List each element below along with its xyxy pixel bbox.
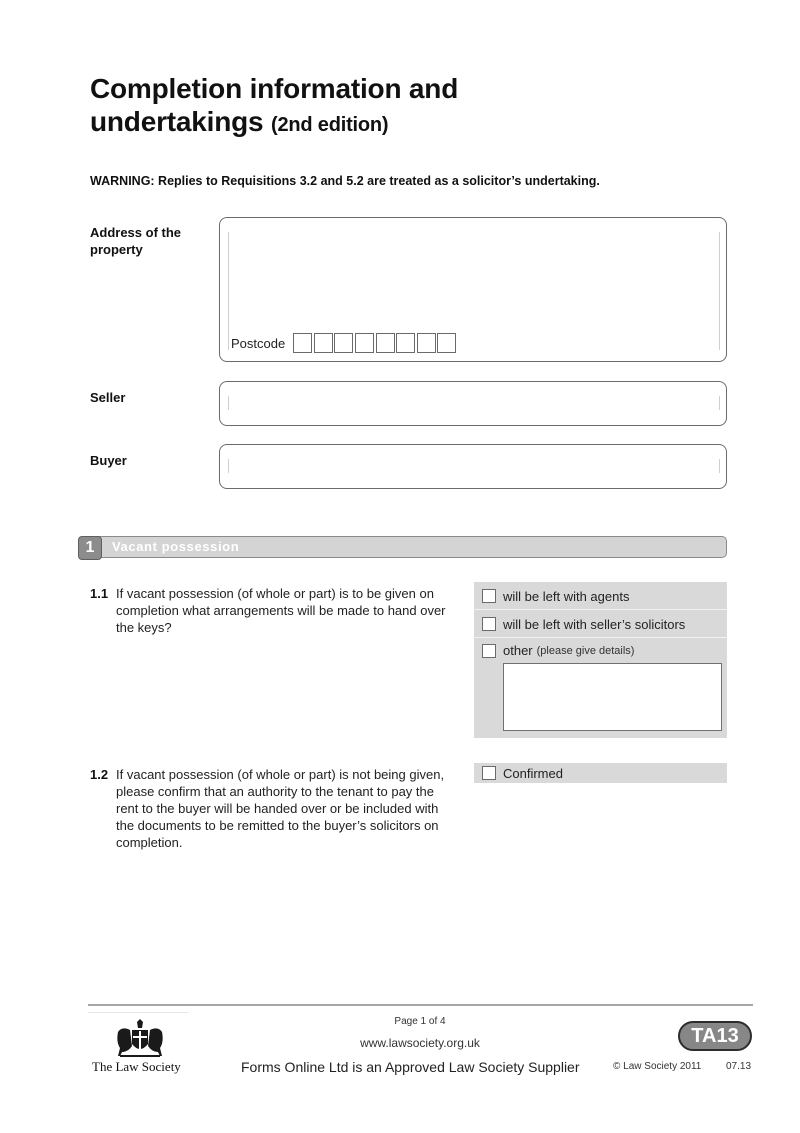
form-code-badge: TA13 [678,1021,752,1051]
buyer-field-inner-edge [228,459,229,473]
logo-divider [88,1012,188,1013]
website-link[interactable]: www.lawsociety.org.uk [360,1036,480,1050]
page-number: Page 1 of 4 [394,1016,446,1027]
supplier-notice: Forms Online Ltd is an Approved Law Society Supplier [241,1059,580,1075]
option-confirmed[interactable] [474,763,727,783]
section-title: Vacant possession [112,539,240,554]
seller-field-inner-edge [719,396,720,410]
postcode-char-1[interactable] [293,333,312,353]
option-label: Confirmed [503,765,563,781]
address-field[interactable] [219,217,727,362]
form-version: 07.13 [726,1061,752,1072]
postcode-char-6[interactable] [396,333,415,353]
option-left-with-agents[interactable] [474,583,727,610]
answer-panel-1-1 [474,582,727,738]
page-title [90,72,458,142]
seller-field[interactable] [219,381,727,426]
seller-label: Seller [90,390,126,405]
postcode-label: Postcode [231,335,286,351]
postcode-char-7[interactable] [417,333,436,353]
address-field-inner-edge [719,232,720,350]
option-label: other [503,643,533,658]
buyer-field-inner-edge [719,459,720,473]
address-label-line-2: property [90,242,143,257]
law-society-logo-text: The Law Society [92,1059,181,1074]
copyright: © Law Society 2011 [613,1061,702,1072]
buyer-field[interactable] [219,444,727,489]
option-label: will be left with agents [503,588,630,604]
option-hint: (please give details) [536,644,635,657]
postcode-row [231,333,458,353]
postcode-char-4[interactable] [355,333,374,353]
seller-field-inner-edge [228,396,229,410]
postcode-char-2[interactable] [314,333,333,353]
option-left-with-sellers-solicitors[interactable] [474,611,727,638]
question-text: If vacant possession (of whole or part) is to be given on completion what arrangements will be made to hand over the keys? [116,586,446,635]
other-details-input[interactable] [503,663,722,731]
address-label-line-1: Address of the [90,225,182,240]
address-label [90,224,210,258]
question-1-2 [90,766,450,851]
section-number: 1 [78,536,102,560]
section-header-vacant-possession [78,536,727,558]
footer-divider [88,1004,753,1006]
postcode-char-5[interactable] [376,333,395,353]
address-field-inner-edge [228,232,229,350]
question-text: If vacant possession (of whole or part) is not being given, please confirm that an authority to the tenant to pay the rent to the buyer will be handed over or be included with the documents to be remitted to the buyer’s solicitors on completion. [116,767,445,850]
question-number: 1.1 [90,586,109,601]
question-1-1 [90,585,450,636]
checkbox[interactable] [482,617,496,631]
checkbox[interactable] [482,589,496,603]
title-line-1: Completion information and [90,73,459,104]
option-other[interactable] [474,637,727,664]
postcode-char-3[interactable] [334,333,353,353]
option-label: will be left with seller’s solicitors [503,616,686,632]
title-line-2 [90,105,458,142]
warning-notice: WARNING: Replies to Requisitions 3.2 and 5.2 are treated as a solicitor’s undertaking. [90,174,600,188]
postcode-char-8[interactable] [437,333,456,353]
buyer-label: Buyer [90,453,127,468]
title-main: undertakings [90,106,264,137]
checkbox[interactable] [482,766,496,780]
checkbox[interactable] [482,644,496,658]
coat-of-arms-icon [110,1018,170,1058]
question-number: 1.2 [90,767,109,782]
title-edition: (2nd edition) [271,114,389,136]
